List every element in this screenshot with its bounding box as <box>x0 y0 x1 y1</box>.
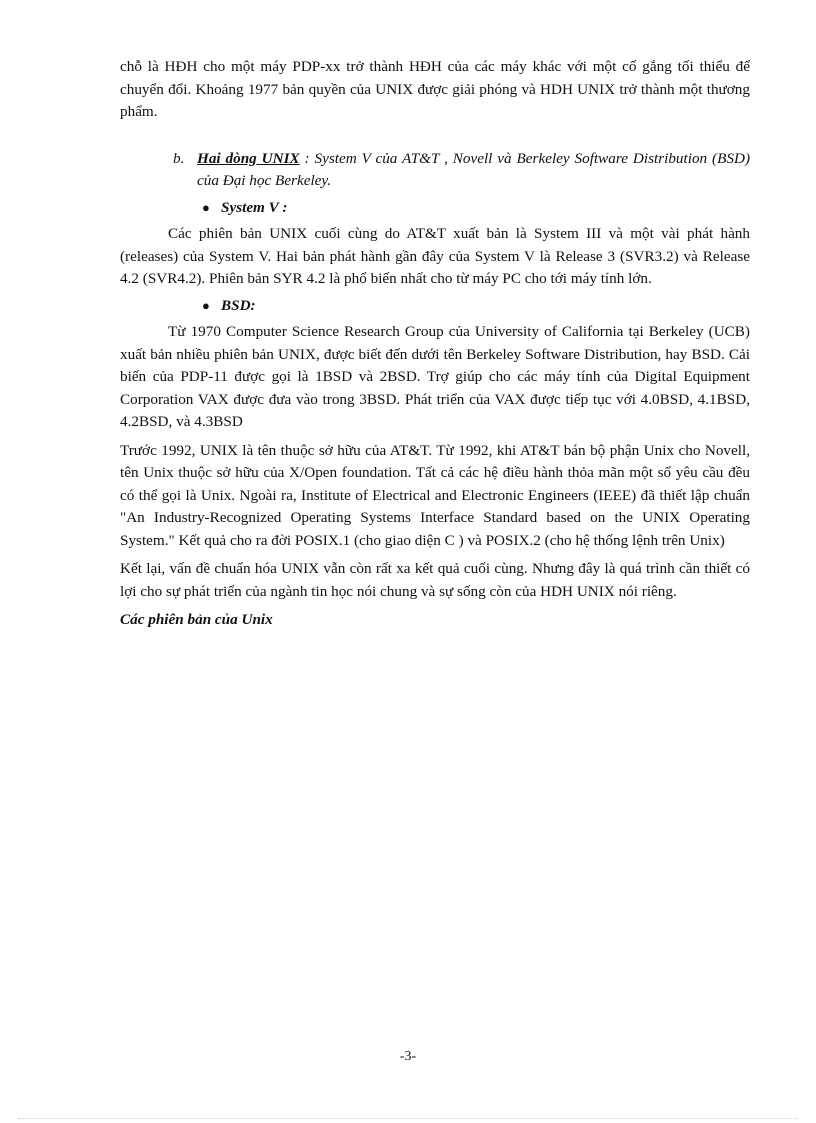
list-item-b-text: : System V của AT&T , Novell và Berkeley Software Distribution (BSD) của Đại học Berkeley. <box>197 149 750 189</box>
paragraph-bsd: Từ 1970 Computer Science Research Group của University of California tại Berkeley (UCB) xuất bản nhiều phiên bản UNIX, được biết đến dưới tên Berkeley Software Distribution, hay BSD. Cải biến của PDP-11 được gọi là 1BSD và 2BSD. Trợ giúp cho các máy tính của Digital Equipment Corporation VAX được đưa vào trong 3BSD. Phát triển của VAX được tiếp tục với 4.0BSD, 4.1BSD, 4.2BSD, và 4.3BSD <box>120 323 750 430</box>
page-number: -3- <box>399 1049 417 1064</box>
bullet-label-bsd: BSD: <box>221 296 256 314</box>
bullet-dot-icon: ● <box>202 297 210 313</box>
bullet-dot-icon: ● <box>202 199 210 215</box>
list-item-b <box>120 148 750 193</box>
page-body <box>120 56 750 632</box>
paragraph-ket-lai: Kết lại, vấn đề chuẩn hóa UNIX vẫn còn rất xa kết quả cuối cùng. Nhưng đây là quá trình cần thiết có lợi cho sự phát triển của ngành tin học nói chung và sự sống còn của HDH UNIX nói riêng. <box>120 560 750 600</box>
bottom-divider <box>18 1118 798 1119</box>
heading-hai-dong-unix: Hai dòng UNIX <box>197 149 300 167</box>
heading-unix-versions: Các phiên bản của Unix <box>120 611 273 628</box>
bullet-system-v <box>120 197 750 220</box>
paragraph-system-v: Các phiên bản UNIX cuối cùng do AT&T xuất bản là System III và một vài phát hành (releases) của System V. Hai bản phát hành gần đây của System V là Release 3 (SVR3.2) và Release 4.2 (SVR4.2). Phiên bản SYR 4.2 là phổ biến nhất cho từ máy PC cho tới máy tính lớn. <box>120 225 750 287</box>
list-marker-b: b. <box>173 149 185 167</box>
paragraph-1992: Trước 1992, UNIX là tên thuộc sở hữu của AT&T. Từ 1992, khi AT&T bán bộ phận Unix cho Novell, tên Unix thuộc sở hữu của X/Open foundation. Tất cả các hệ điều hành thỏa mãn một số yêu cầu đều có thể gọi là Unix. Ngoài ra, Institute of Electrical and Electronic Engineers (IEEE) đã thiết lập chuẩn "An Industry-Recognized Operating Systems Interface Standard based on the UNIX Operating System." Kết quả cho ra đời POSIX.1 (cho giao diện C ) và POSIX.2 (cho hệ thống lệnh trên Unix) <box>120 441 750 549</box>
bullet-bsd <box>120 295 750 318</box>
paragraph-intro-continued: chỗ là HĐH cho một máy PDP-xx trở thành HĐH của các máy khác với một cố gắng tối thiểu để chuyển đổi. Khoảng 1977 bản quyền của UNIX được giải phóng và HDH UNIX trở thành một thương phẩm. <box>120 58 750 120</box>
bullet-label-system-v: System V : <box>221 198 288 216</box>
